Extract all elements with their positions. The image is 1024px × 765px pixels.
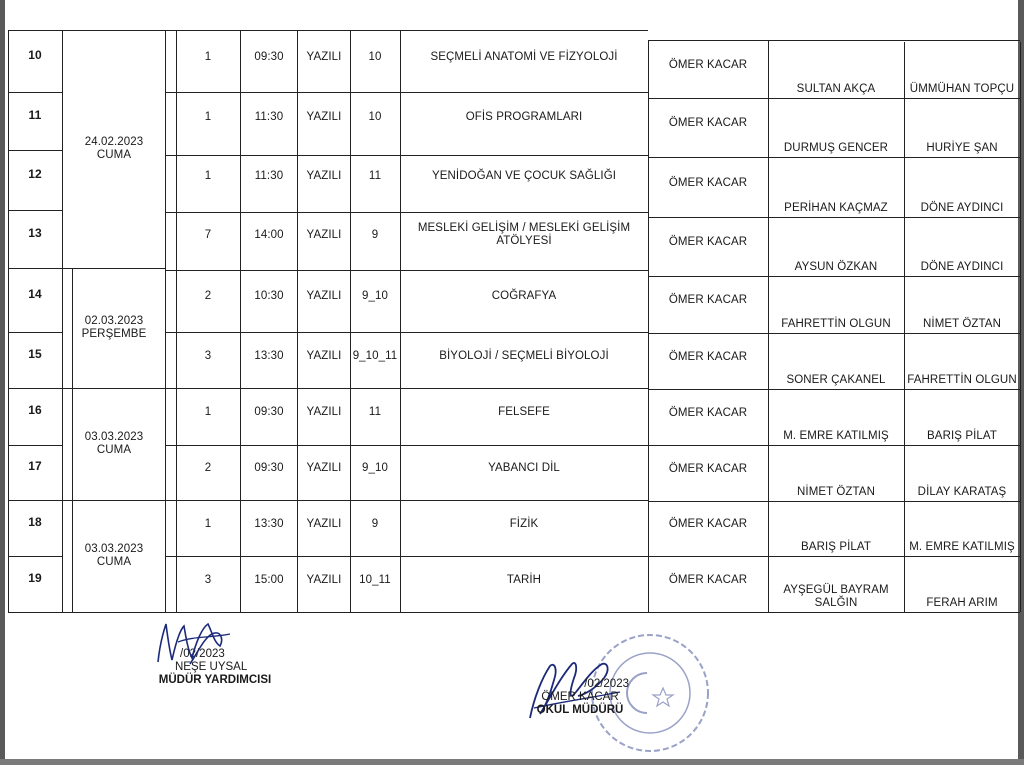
table-rule [62, 30, 63, 612]
signature-block-right [525, 678, 635, 717]
observer-1-cell: SONER ÇAKANEL [786, 374, 886, 386]
time-cell: 09:30 [254, 50, 284, 63]
grade-cell: 11 [368, 169, 382, 182]
lesson-cell: YENİDOĞAN VE ÇOCUK SAĞLIĞI [431, 169, 617, 182]
observer-2-cell: HURİYE ŞAN [926, 142, 998, 154]
grade-cell: 9_10_11 [352, 349, 398, 362]
row-number: 11 [28, 107, 42, 122]
grade-cell: 10 [368, 110, 382, 123]
signature-date-left: /02/2023 [180, 648, 225, 660]
lesson-cell: COĞRAFYA [491, 289, 557, 302]
date-cell: 03.03.2023 CUMA [84, 431, 144, 456]
slot-cell: 1 [204, 169, 212, 182]
row-number: 12 [28, 166, 42, 181]
time-cell: 09:30 [254, 462, 284, 474]
slot-cell: 7 [204, 228, 212, 241]
slot-cell: 2 [204, 462, 212, 474]
time-cell: 10:30 [254, 289, 284, 302]
observer-1-cell: SULTAN AKÇA [796, 83, 876, 95]
signature-title-left: MÜDÜR YARDIMCISI [158, 674, 272, 686]
observer-1-cell: AYSUN ÖZKAN [794, 261, 878, 273]
lesson-cell: TARİH [506, 573, 542, 586]
grade-cell: 9_10 [362, 289, 388, 302]
signature-date-right: /02/2023 [584, 678, 629, 690]
signature-name-left: NEŞE UYSAL [175, 661, 248, 673]
slot-cell: 1 [204, 406, 212, 418]
table-rule [768, 40, 769, 612]
row-number: 10 [28, 47, 42, 62]
table-rule [1020, 42, 1021, 612]
observer-1-cell: M. EMRE KATILMIŞ [783, 430, 889, 442]
date-cell: 24.02.2023 CUMA [84, 136, 144, 161]
exam-type-cell: YAZILI [306, 50, 342, 63]
lesson-cell: MESLEKİ GELİŞİM / MESLEKİ GELİŞİM ATÖLYESİ [417, 222, 631, 247]
observer-1-cell: DURMUŞ GENCER [783, 142, 889, 154]
table-rule [648, 40, 649, 612]
exam-type-cell: YAZILI [306, 517, 342, 530]
head-teacher-cell: ÖMER KACAR [668, 573, 748, 586]
lesson-cell: OFİS PROGRAMLARI [465, 110, 583, 123]
slot-cell: 2 [204, 289, 212, 302]
observer-2-cell: ÜMMÜHAN TOPÇU [909, 83, 1015, 95]
table-rule [165, 30, 166, 612]
slot-cell: 1 [204, 517, 212, 530]
grade-cell: 10_11 [359, 573, 391, 586]
row-number: 19 [28, 570, 42, 585]
observer-1-cell: FAHRETTİN OLGUN [781, 318, 891, 330]
table-rule [648, 612, 1020, 613]
time-cell: 14:00 [254, 228, 284, 241]
observer-2-cell: FAHRETTİN OLGUN [907, 374, 1017, 386]
exam-type-cell: YAZILI [306, 228, 342, 241]
table-rule [8, 612, 62, 613]
head-teacher-cell: ÖMER KACAR [668, 406, 748, 419]
exam-type-cell: YAZILI [306, 573, 342, 586]
time-cell: 13:30 [254, 517, 284, 530]
exam-type-cell: YAZILI [306, 289, 342, 302]
lesson-cell: YABANCI DİL [488, 462, 560, 474]
observer-2-cell: M. EMRE KATILMIŞ [909, 541, 1015, 553]
date-cell: 02.03.2023 PERŞEMBE [81, 315, 147, 340]
head-teacher-cell: ÖMER KACAR [668, 294, 748, 306]
handwritten-signature-left [150, 612, 240, 682]
observer-2-cell: DİLAY KARATAŞ [917, 486, 1007, 498]
exam-type-cell: YAZILI [306, 169, 342, 182]
table-rule [240, 30, 241, 612]
observer-2-cell: FERAH ARIM [926, 597, 998, 609]
head-teacher-cell: ÖMER KACAR [668, 462, 748, 475]
slot-cell: 1 [204, 50, 212, 63]
lesson-cell: FİZİK [509, 517, 539, 530]
table-rule [176, 30, 177, 612]
window-frame-bottom [0, 759, 1024, 765]
time-cell: 11:30 [254, 169, 284, 182]
slot-cell: 1 [204, 110, 212, 123]
head-teacher-cell: ÖMER KACAR [668, 236, 748, 248]
table-rule [904, 42, 905, 612]
exam-type-cell: YAZILI [306, 110, 342, 123]
date-cell: 03.03.2023 CUMA [84, 543, 144, 568]
row-number: 17 [28, 459, 42, 473]
row-number: 14 [28, 286, 42, 301]
slot-cell: 3 [204, 573, 212, 586]
head-teacher-cell: ÖMER KACAR [668, 176, 748, 189]
grade-cell: 10 [368, 50, 382, 63]
time-cell: 09:30 [254, 406, 284, 418]
row-number: 16 [28, 403, 42, 417]
observer-2-cell: DÖNE AYDINCI [920, 261, 1004, 273]
table-rule [400, 30, 401, 612]
lesson-cell: BİYOLOJİ / SEÇMELİ BİYOLOJİ [439, 349, 609, 362]
grade-cell: 9 [371, 228, 379, 241]
observer-2-cell: BARIŞ PİLAT [927, 430, 997, 442]
grade-cell: 9_10 [362, 462, 388, 474]
row-number: 13 [28, 225, 42, 240]
lesson-cell: SEÇMELİ ANATOMİ VE FİZYOLOJİ [430, 50, 618, 63]
observer-1-cell: AYŞEGÜL BAYRAM SALĞIN [783, 584, 889, 609]
time-cell: 11:30 [254, 110, 284, 123]
exam-type-cell: YAZILI [306, 349, 342, 362]
signature-title-right: OKUL MÜDÜRÜ [536, 704, 624, 716]
head-teacher-cell: ÖMER KACAR [668, 350, 748, 363]
row-number: 18 [28, 514, 42, 529]
grade-cell: 9 [371, 517, 379, 530]
lesson-cell: FELSEFE [498, 406, 550, 418]
observer-1-cell: BARIŞ PİLAT [801, 541, 871, 553]
signature-name-right: ÖMER KACAR [541, 691, 619, 703]
exam-type-cell: YAZILI [306, 406, 342, 418]
observer-2-cell: NİMET ÖZTAN [923, 318, 1001, 330]
exam-type-cell: YAZILI [306, 462, 342, 474]
head-teacher-cell: ÖMER KACAR [668, 117, 748, 129]
time-cell: 15:00 [254, 573, 284, 586]
grade-cell: 11 [368, 406, 382, 418]
head-teacher-cell: ÖMER KACAR [668, 518, 748, 530]
time-cell: 13:30 [254, 349, 284, 362]
observer-1-cell: PERİHAN KAÇMAZ [784, 202, 888, 214]
observer-2-cell: DÖNE AYDINCI [920, 202, 1004, 214]
slot-cell: 3 [204, 349, 212, 362]
row-number: 15 [28, 346, 42, 361]
observer-1-cell: NİMET ÖZTAN [797, 486, 875, 498]
table-rule [8, 30, 9, 612]
head-teacher-cell: ÖMER KACAR [668, 58, 748, 71]
